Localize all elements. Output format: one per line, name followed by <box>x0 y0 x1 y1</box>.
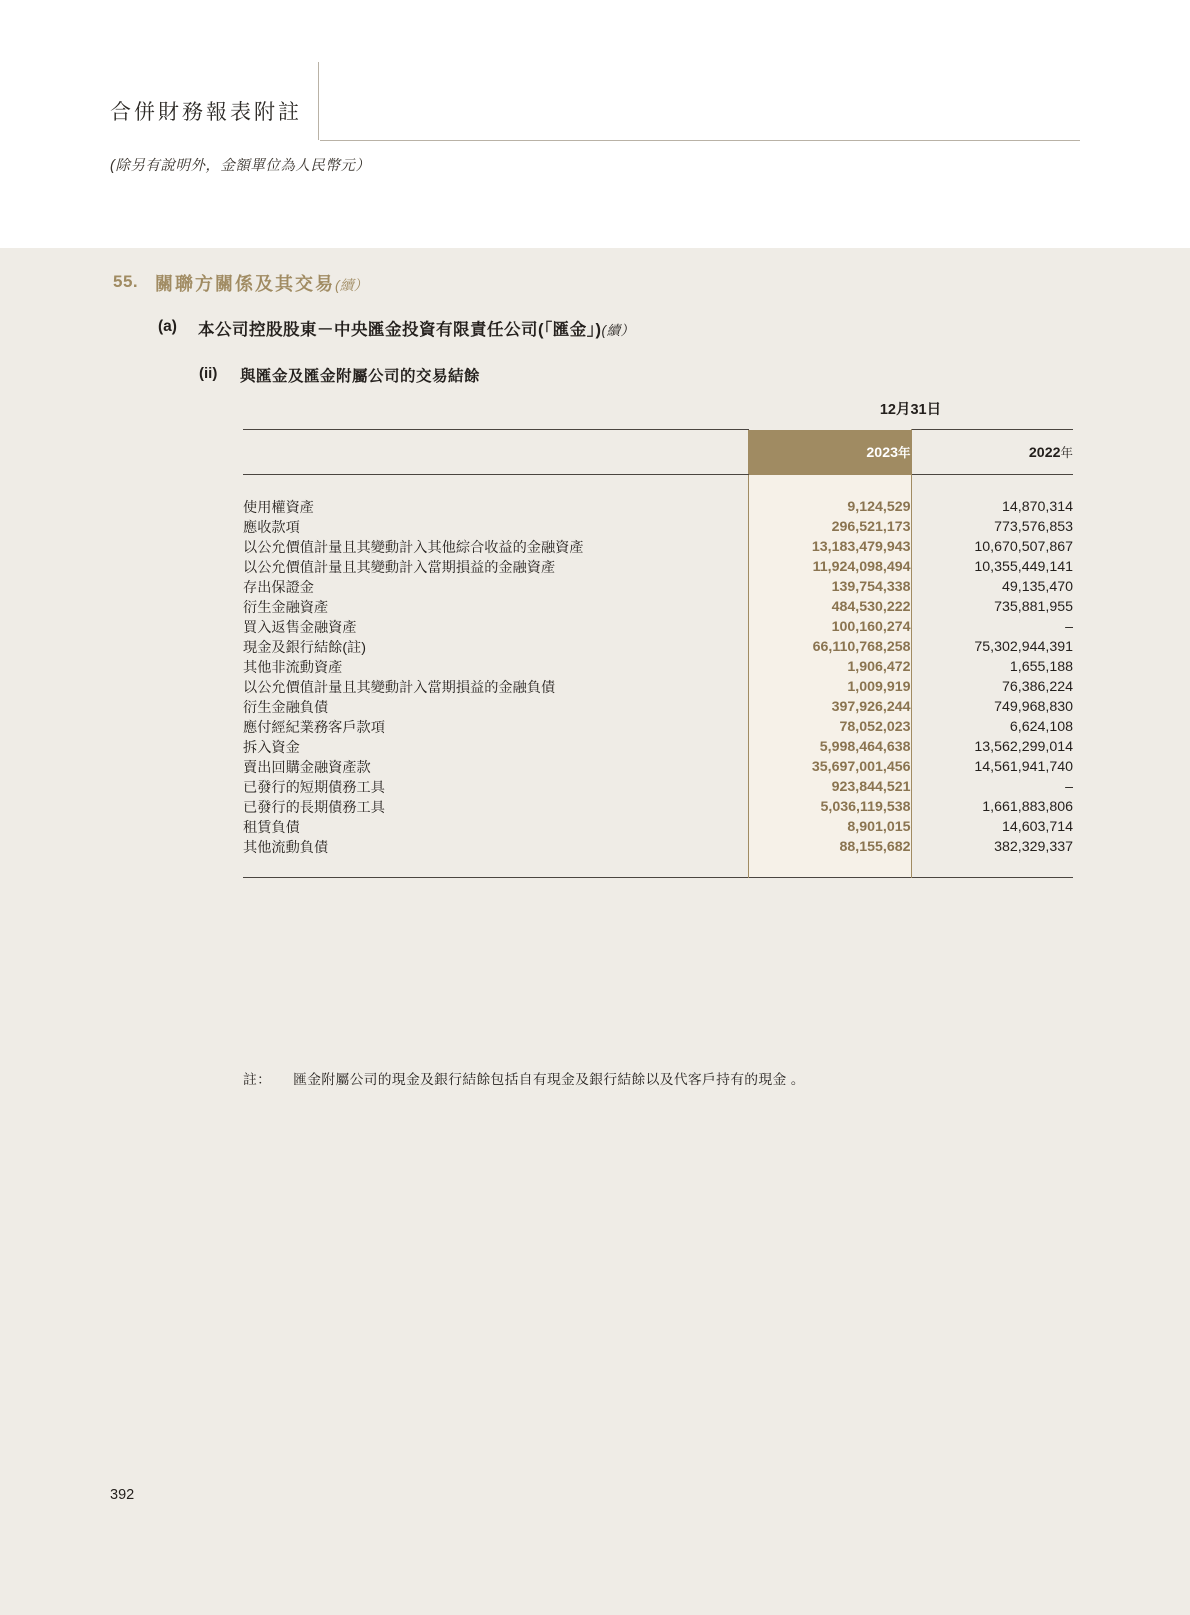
row-value-2023: 5,036,119,538 <box>748 797 911 817</box>
row-value-2023: 13,183,479,943 <box>748 537 911 557</box>
subsection-ii-title: 與匯金及匯金附屬公司的交易結餘 <box>240 368 481 385</box>
rule-cell <box>911 878 1073 879</box>
header-vertical-rule <box>318 62 319 140</box>
section-a-title <box>198 316 635 340</box>
header-subtitle: (除另有說明外，金額單位為人民幣元） <box>110 158 371 174</box>
table-row <box>243 717 1073 737</box>
note-title-text: 關聯方關係及其交易 <box>155 274 335 294</box>
table-row <box>243 557 1073 577</box>
row-label: 衍生金融負債 <box>243 700 329 716</box>
table-header-2023 <box>748 430 911 475</box>
row-value-2023: 66,110,768,258 <box>748 637 911 657</box>
row-label: 現金及銀行結餘(註) <box>243 640 366 656</box>
footnote-text: 匯金附屬公司的現金及銀行結餘包括自有現金及銀行結餘以及代客戶持有的現金 。 <box>293 1072 805 1087</box>
table-body <box>243 475 1073 879</box>
row-value-2023: 9,124,529 <box>748 475 911 518</box>
row-label: 應收款項 <box>243 520 300 536</box>
row-value-2023: 8,901,015 <box>748 817 911 837</box>
row-value-2022: 76,386,224 <box>1001 679 1073 695</box>
balances-table <box>243 429 1073 878</box>
row-label: 應付經紀業務客戶款項 <box>243 720 385 736</box>
row-label: 賣出回購金融資產款 <box>243 760 371 776</box>
row-label: 已發行的長期債務工具 <box>243 800 385 816</box>
page-header <box>0 0 1190 248</box>
section-a-title-text: 本公司控股股東－中央匯金投資有限責任公司(「匯金」) <box>198 321 602 339</box>
table-row <box>243 517 1073 537</box>
row-label: 以公允價值計量且其變動計入當期損益的金融資產 <box>243 560 556 576</box>
row-label: 已發行的短期債務工具 <box>243 780 385 796</box>
row-value-2023: 88,155,682 <box>748 837 911 878</box>
row-value-2023: 1,906,472 <box>748 657 911 677</box>
page-number: 392 <box>110 1487 135 1503</box>
header-2022-value: 2022 <box>1028 445 1061 461</box>
table-row <box>243 697 1073 717</box>
row-value-2023: 100,160,274 <box>748 617 911 637</box>
section-a-continued: (續） <box>601 323 635 338</box>
table-header-blank <box>243 430 748 475</box>
row-value-2023: 11,924,098,494 <box>748 557 911 577</box>
table-row <box>243 837 1073 878</box>
note-number: 55. <box>113 272 139 291</box>
row-value-2023: 78,052,023 <box>748 717 911 737</box>
table-date-header: 12月31日 <box>879 402 942 418</box>
row-value-2022: 773,576,853 <box>994 519 1073 535</box>
footnote-label: 註： <box>243 1072 272 1087</box>
row-value-2023: 296,521,173 <box>748 517 911 537</box>
row-value-2022: – <box>1065 619 1073 635</box>
row-value-2022: 382,329,337 <box>994 839 1073 855</box>
header-horizontal-rule <box>320 140 1080 141</box>
header-2022-unit: 年 <box>1060 446 1073 460</box>
row-value-2022: 10,670,507,867 <box>974 539 1073 555</box>
row-label: 其他非流動資產 <box>243 660 343 676</box>
row-label: 其他流動負債 <box>243 840 329 856</box>
row-value-2022: 49,135,470 <box>1001 579 1073 595</box>
table-row <box>243 817 1073 837</box>
table-row <box>243 577 1073 597</box>
table-row <box>243 777 1073 797</box>
header-title: 合併財務報表附註 <box>110 100 302 124</box>
row-value-2022: 13,562,299,014 <box>974 739 1073 755</box>
subsection-ii-label: (ii) <box>199 365 218 382</box>
row-value-2022: 75,302,944,391 <box>974 639 1073 655</box>
header-title-row <box>110 62 1080 140</box>
note-title-continued: (續） <box>335 277 368 293</box>
table-footnote <box>243 1068 805 1088</box>
row-label: 使用權資產 <box>243 500 314 516</box>
table-row <box>243 657 1073 677</box>
table-header-row <box>243 430 1073 475</box>
header-2023-unit: 年 <box>897 446 911 460</box>
row-value-2023: 139,754,338 <box>748 577 911 597</box>
table-row <box>243 677 1073 697</box>
row-label: 拆入資金 <box>243 740 300 756</box>
row-value-2022: 6,624,108 <box>1009 719 1073 735</box>
table-row <box>243 797 1073 817</box>
row-value-2022: 1,661,883,806 <box>982 799 1073 815</box>
row-label: 衍生金融資產 <box>243 600 329 616</box>
row-value-2022: 10,355,449,141 <box>974 559 1073 575</box>
note-title <box>155 270 368 296</box>
row-value-2022: 14,870,314 <box>1001 499 1073 515</box>
row-value-2022: 14,561,941,740 <box>974 759 1073 775</box>
row-label: 存出保證金 <box>243 580 314 596</box>
row-value-2023: 484,530,222 <box>748 597 911 617</box>
row-label: 以公允價值計量且其變動計入當期損益的金融負債 <box>243 680 556 696</box>
header-2023-value: 2023 <box>866 445 898 461</box>
row-value-2022: 735,881,955 <box>994 599 1073 615</box>
row-value-2023: 35,697,001,456 <box>748 757 911 777</box>
row-value-2023: 1,009,919 <box>748 677 911 697</box>
table-header-2022 <box>911 430 1073 475</box>
table-bottom-rule <box>243 878 1073 879</box>
table-row <box>243 537 1073 557</box>
row-value-2022: 14,603,714 <box>1001 819 1073 835</box>
section-a-label: (a) <box>158 318 177 335</box>
row-value-2023: 5,998,464,638 <box>748 737 911 757</box>
table-row <box>243 737 1073 757</box>
table-row <box>243 597 1073 617</box>
rule-cell <box>243 878 748 879</box>
header-inner <box>110 62 1080 174</box>
table-row <box>243 757 1073 777</box>
balances-table-wrapper <box>243 398 1073 878</box>
row-value-2022: 749,968,830 <box>994 699 1073 715</box>
row-label: 租賃負債 <box>243 820 300 836</box>
rule-cell <box>748 878 911 879</box>
table-row <box>243 637 1073 657</box>
row-value-2023: 397,926,244 <box>748 697 911 717</box>
table-row <box>243 475 1073 518</box>
row-value-2022: 1,655,188 <box>1009 659 1073 675</box>
row-value-2023: 923,844,521 <box>748 777 911 797</box>
row-label: 買入返售金融資產 <box>243 620 357 636</box>
row-label: 以公允價值計量且其變動計入其他綜合收益的金融資產 <box>243 540 584 556</box>
table-row <box>243 617 1073 637</box>
row-value-2022: – <box>1065 779 1073 795</box>
